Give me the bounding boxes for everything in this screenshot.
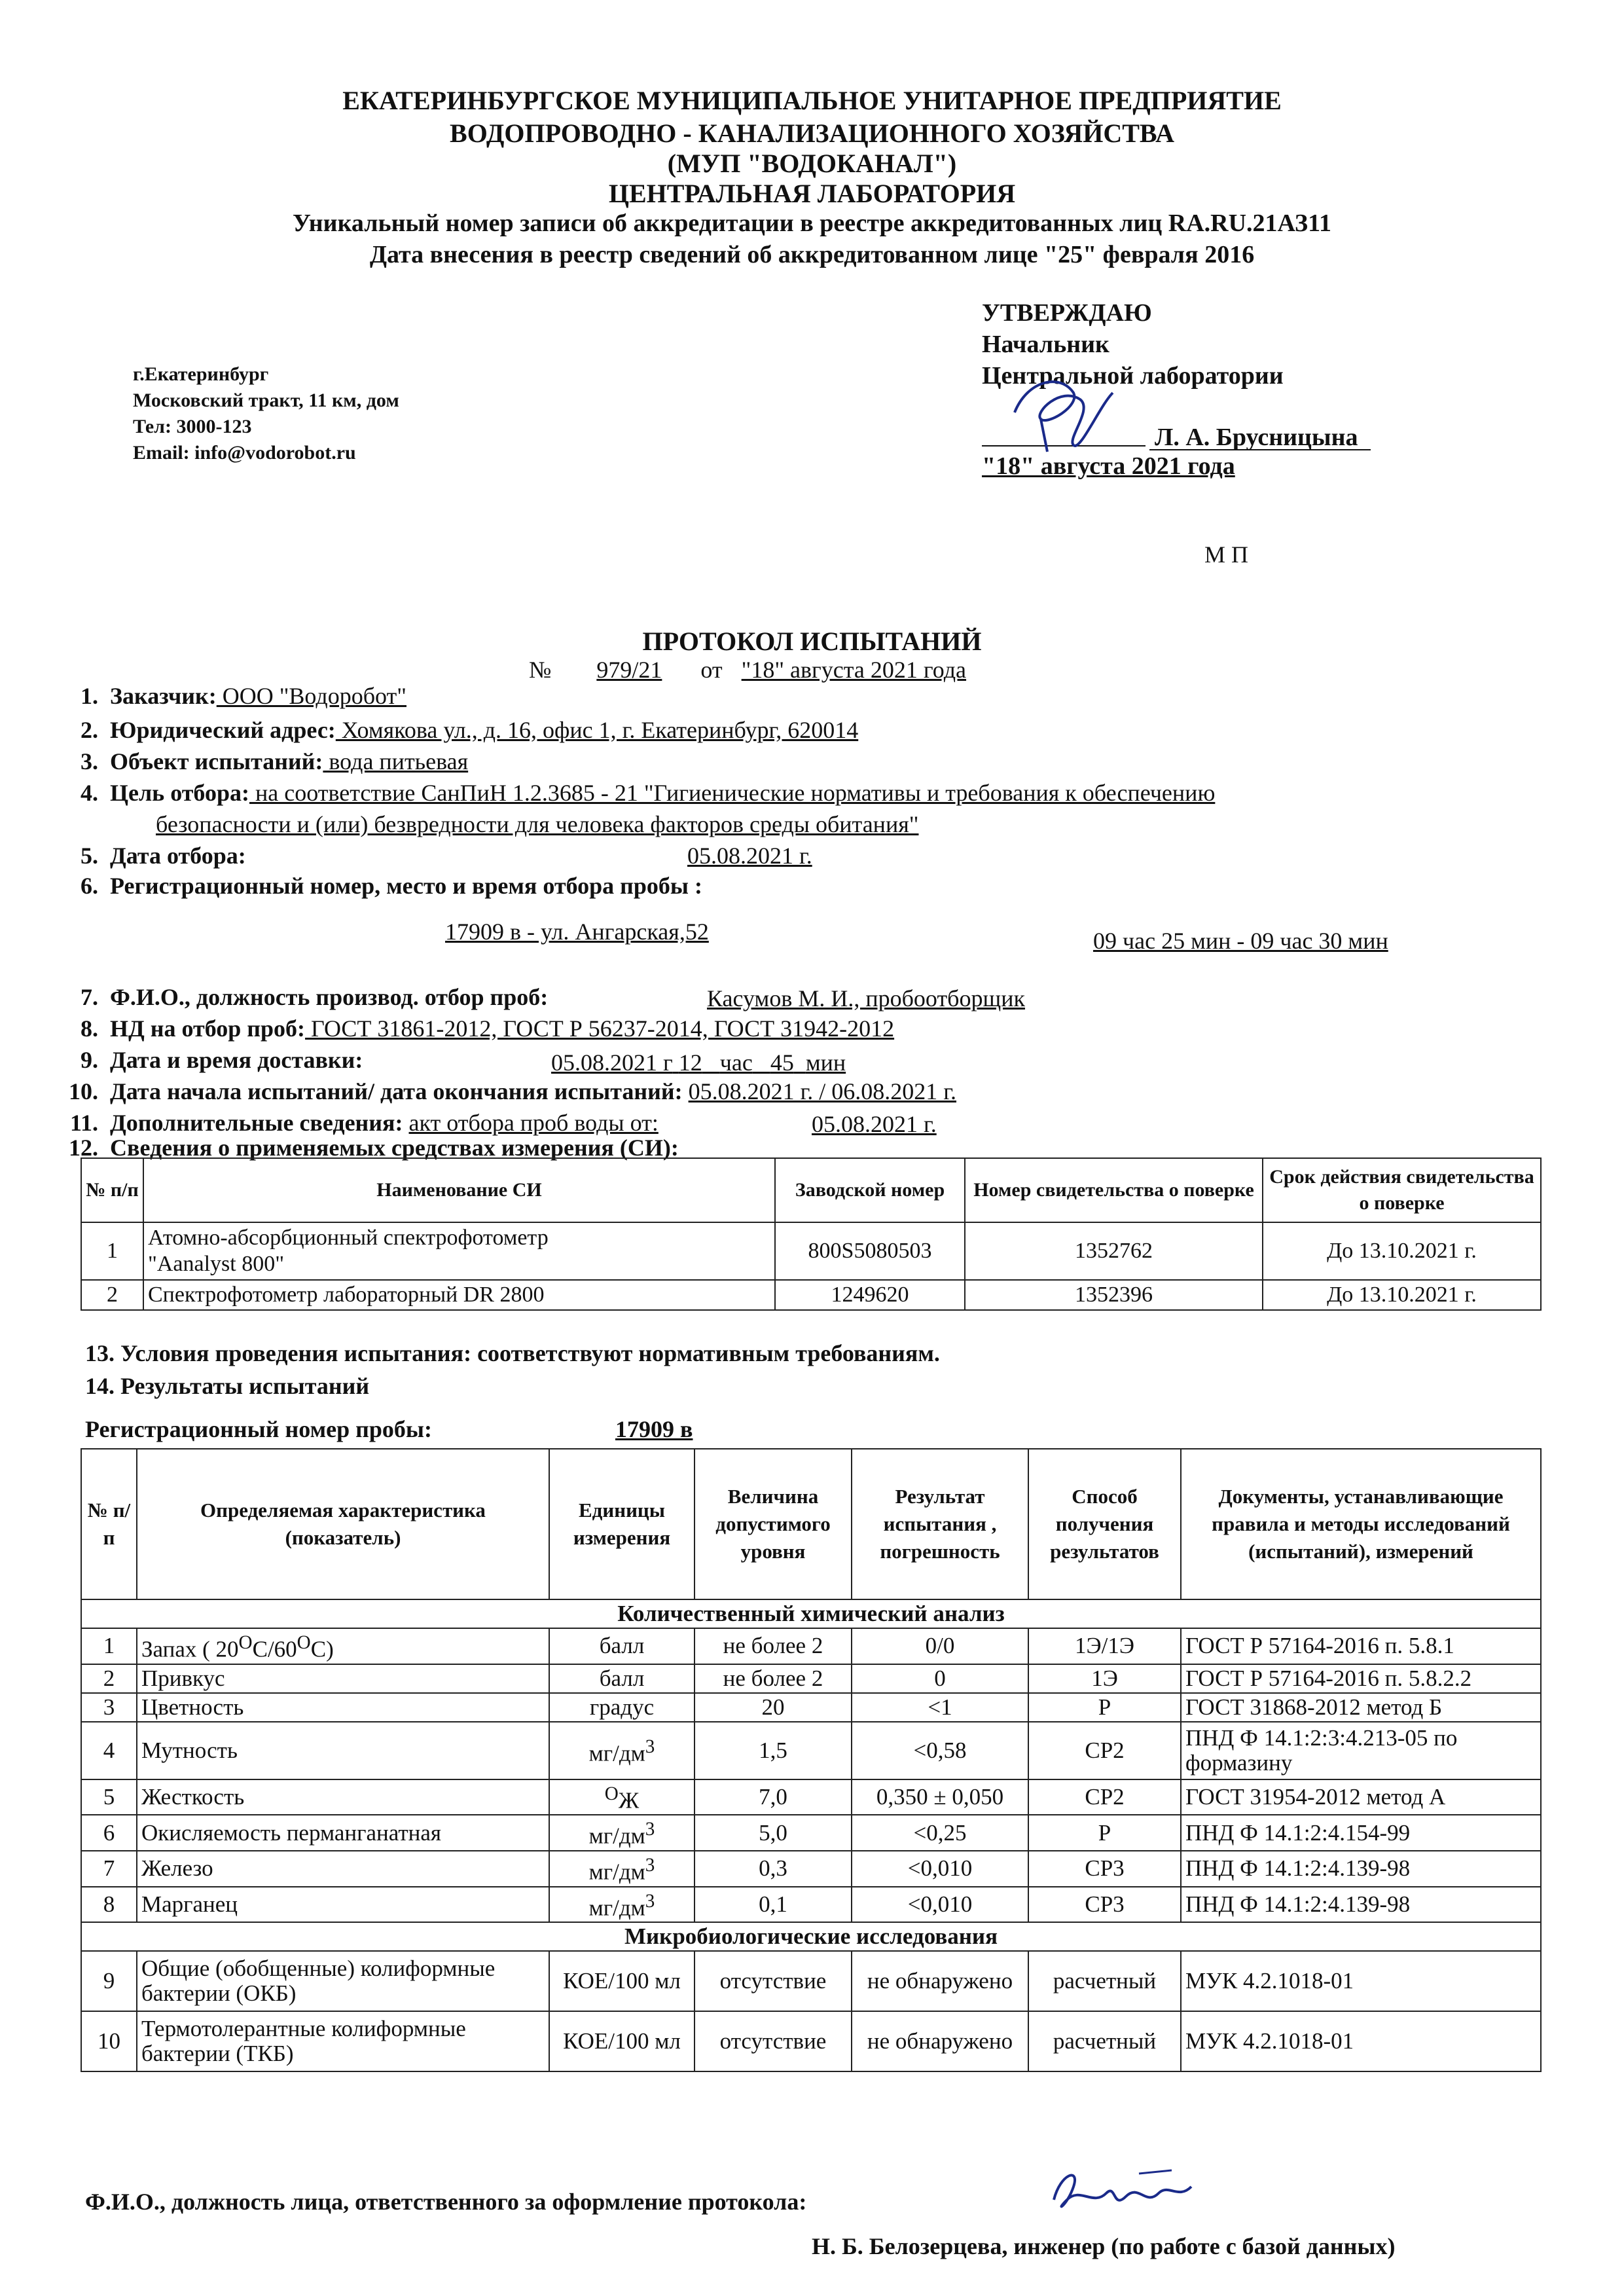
table-row <box>81 1851 1541 1887</box>
sampling-date-value: 05.08.2021 г. <box>687 843 812 869</box>
cell-num: 9 <box>81 1951 137 2011</box>
results-header-num: № п/п <box>81 1449 137 1599</box>
results-header-result: Результат испытания , погрешность <box>852 1449 1028 1599</box>
cell-document: ПНД Ф 14.1:2:4.139-98 <box>1181 1851 1541 1887</box>
cell-num: 10 <box>81 2011 137 2071</box>
protocol-number: 979/21 <box>596 657 662 683</box>
cell-unit: балл <box>549 1628 695 1664</box>
cell-document: ГОСТ Р 57164-2016 п. 5.8.2.2 <box>1181 1664 1541 1693</box>
si-header-row <box>81 1158 1541 1222</box>
cell-num: 3 <box>81 1693 137 1722</box>
field-sampler: 7. Ф.И.О., должность производ. отбор проб: <box>81 984 549 1010</box>
cell-num: 7 <box>81 1851 137 1887</box>
cell-characteristic: Термотолерантные колиформные бактерии (ТКБ) <box>137 2011 549 2071</box>
cell-result: не обнаружено <box>852 2011 1028 2071</box>
table-row <box>81 1722 1541 1779</box>
cell-unit: балл <box>549 1664 695 1693</box>
si-cell-serial: 1249620 <box>775 1280 965 1310</box>
field-purpose-cont: безопасности и (или) безвредности для человека факторов среды обитания" <box>156 811 919 837</box>
sample-number-label: Регистрационный номер пробы: <box>85 1416 432 1442</box>
si-header-name: Наименование СИ <box>143 1158 775 1222</box>
results-header-characteristic: Определяемая характеристика (показатель) <box>137 1449 549 1599</box>
table-row <box>81 1815 1541 1851</box>
si-header-valid: Срок действия свидетельства о поверке <box>1263 1158 1541 1222</box>
cell-limit: не более 2 <box>695 1628 852 1664</box>
si-table <box>81 1157 1542 1311</box>
cell-method: СР3 <box>1028 1851 1181 1887</box>
cell-unit: $мг/дм^3$ <box>549 1851 695 1887</box>
cell-method: 1Э <box>1028 1664 1181 1693</box>
org-name-line1: ЕКАТЕРИНБУРГСКОЕ МУНИЦИПАЛЬНОЕ УНИТАРНОЕ ПРЕДПРИЯТИЕ <box>342 86 1282 115</box>
cell-result: 0,350 ± 0,050 <box>852 1779 1028 1815</box>
org-name-line2: ВОДОПРОВОДНО - КАНАЛИЗАЦИОННОГО ХОЗЯЙСТВА <box>450 118 1174 148</box>
cell-result: 0/0 <box>852 1628 1028 1664</box>
cell-characteristic: Мутность <box>137 1722 549 1779</box>
cell-characteristic: Окисляемость перманганатная <box>137 1815 549 1851</box>
cell-unit: КОЕ/100 мл <box>549 2011 695 2071</box>
cell-limit: не более 2 <box>695 1664 852 1693</box>
cell-method: СР2 <box>1028 1722 1181 1779</box>
cell-limit: 5,0 <box>695 1815 852 1851</box>
cell-document: ГОСТ 31954-2012 метод А <box>1181 1779 1541 1815</box>
sample-time: 09 час 25 мин - 09 час 30 мин <box>1093 928 1388 954</box>
cell-num: 6 <box>81 1815 137 1851</box>
cell-method: СР2 <box>1028 1779 1181 1815</box>
address-street: Московский тракт, 11 км, дом <box>133 390 399 411</box>
cell-method: расчетный <box>1028 1951 1181 2011</box>
table-row <box>81 1887 1541 1923</box>
cell-result: 0 <box>852 1664 1028 1693</box>
approver-name-line <box>1149 449 1371 450</box>
cell-unit: градус <box>549 1693 695 1722</box>
cell-unit: $мг/дм^3$ <box>549 1722 695 1779</box>
field-si: 12. Сведения о применяемых средствах измерения (СИ): <box>69 1135 679 1161</box>
cell-document: ПНД Ф 14.1:2:4.139-98 <box>1181 1887 1541 1923</box>
si-cell-num: 1 <box>81 1222 143 1280</box>
address-phone: Тел: 3000-123 <box>133 416 252 437</box>
protocol-title: ПРОТОКОЛ ИСПЫТАНИЙ <box>642 627 982 656</box>
cell-characteristic: Привкус <box>137 1664 549 1693</box>
approval-position-1: Начальник <box>982 331 1110 358</box>
sample-place: 17909 в - ул. Ангарская,52 <box>445 919 709 945</box>
cell-document: ПНД Ф 14.1:2:4.154-99 <box>1181 1815 1541 1851</box>
approver-name: Л. А. Брусницына <box>1155 424 1358 451</box>
cell-num: 2 <box>81 1664 137 1693</box>
cell-characteristic: Жесткость <box>137 1779 549 1815</box>
cell-method: Р <box>1028 1815 1181 1851</box>
si-cell-valid: До 13.10.2021 г. <box>1263 1280 1541 1310</box>
table-row <box>81 1280 1541 1310</box>
microbiology-rows <box>81 1951 1541 2071</box>
table-row <box>81 1951 1541 2011</box>
cell-characteristic: Общие (обобщенные) колиформные бактерии (ОКБ) <box>137 1951 549 2011</box>
cell-characteristic: Марганец <box>137 1887 549 1923</box>
accreditation-line: Уникальный номер записи об аккредитации в реестре аккредитованных лиц RA.RU.21АЗ11 <box>293 210 1331 237</box>
address-city: г.Екатеринбург <box>133 363 269 385</box>
approval-date: "18" августа 2021 года <box>982 452 1235 480</box>
chemical-rows <box>81 1628 1541 1922</box>
cell-method: Р <box>1028 1693 1181 1722</box>
results-header-document: Документы, устанавливающие правила и методы исследований (испытаний), измерений <box>1181 1449 1541 1599</box>
field-legal-address: 2. Юридический адрес: Хомякова ул., д. 16, офис 1, г. Екатеринбург, 620014 <box>81 717 859 743</box>
si-cell-serial: 800S5080503 <box>775 1222 965 1280</box>
cell-result: <0,25 <box>852 1815 1028 1851</box>
cell-unit: $мг/дм^3$ <box>549 1815 695 1851</box>
cell-document: ГОСТ 31868-2012 метод Б <box>1181 1693 1541 1722</box>
number-label: № <box>529 657 552 683</box>
si-cell-cert: 1352396 <box>965 1280 1263 1310</box>
field-test-dates: 10. Дата начала испытаний/ дата окончания испытаний: 05.08.2021 г. / 06.08.2021 г. <box>69 1078 957 1104</box>
table-row <box>81 1779 1541 1815</box>
approval-title: УТВЕРЖДАЮ <box>982 299 1152 327</box>
approval-position-2: Центральной лаборатории <box>982 362 1284 390</box>
si-cell-num: 2 <box>81 1280 143 1310</box>
cell-limit: отсутствие <box>695 1951 852 2011</box>
responsible-name: Н. Б. Белозерцева, инженер (по работе с базой данных) <box>812 2233 1396 2259</box>
registry-date-line: Дата внесения в реестр сведений об аккредитованном лице "25" февраля 2016 <box>369 241 1255 268</box>
field-results-title: 14. Результаты испытаний <box>85 1373 370 1399</box>
responsible-signature <box>1041 2160 1211 2226</box>
field-sampling-date: 5. Дата отбора: <box>81 843 246 869</box>
field-additional: 11. Дополнительные сведения: акт отбора проб воды от: <box>69 1110 659 1136</box>
cell-result: <0,58 <box>852 1722 1028 1779</box>
results-header-method: Способ получения результатов <box>1028 1449 1181 1599</box>
cell-method: СР3 <box>1028 1887 1181 1923</box>
cell-num: 5 <box>81 1779 137 1815</box>
si-cell-valid: До 13.10.2021 г. <box>1263 1222 1541 1280</box>
field-purpose: 4. Цель отбора: на соответствие СанПиН 1.2.3685 - 21 "Гигиенические нормативы и требования к обеспечению <box>81 780 1216 806</box>
cell-method: расчетный <box>1028 2011 1181 2071</box>
cell-result: <0,010 <box>852 1887 1028 1923</box>
approval-signature <box>1001 367 1132 458</box>
protocol-date: "18" августа 2021 года <box>741 657 967 683</box>
results-header-row <box>81 1449 1541 1599</box>
table-row <box>81 1693 1541 1722</box>
results-table <box>81 1448 1542 2072</box>
table-row <box>81 1628 1541 1664</box>
address-email: Email: info@vodorobot.ru <box>133 442 356 464</box>
sample-number-value: 17909 в <box>615 1416 693 1442</box>
results-header-unit: Единицы измерения <box>549 1449 695 1599</box>
org-name-line3: (МУП "ВОДОКАНАЛ") <box>667 149 957 178</box>
field-registration: 6. Регистрационный номер, место и время отбора пробы : <box>81 873 703 899</box>
cell-num: 8 <box>81 1887 137 1923</box>
cell-document: ГОСТ Р 57164-2016 п. 5.8.1 <box>1181 1628 1541 1664</box>
cell-limit: 0,1 <box>695 1887 852 1923</box>
section-row <box>81 1922 1541 1951</box>
field-sampling-nd: 8. НД на отбор проб: ГОСТ 31861-2012, ГОСТ Р 56237-2014, ГОСТ 31942-2012 <box>81 1015 895 1042</box>
cell-limit: отсутствие <box>695 2011 852 2071</box>
cell-characteristic: Запах ( $20^ОС/60^ОС$) <box>137 1628 549 1664</box>
cell-document: ПНД Ф 14.1:2:3:4.213-05 по формазину <box>1181 1722 1541 1779</box>
section-row <box>81 1599 1541 1628</box>
cell-limit: 20 <box>695 1693 852 1722</box>
si-cell-cert: 1352762 <box>965 1222 1263 1280</box>
cell-result: <1 <box>852 1693 1028 1722</box>
cell-document: МУК 4.2.1018-01 <box>1181 2011 1541 2071</box>
cell-characteristic: Цветность <box>137 1693 549 1722</box>
from-label: от <box>700 657 723 683</box>
cell-unit: $мг/дм^3$ <box>549 1887 695 1923</box>
section-chemical: Количественный химический анализ <box>81 1599 1541 1628</box>
cell-result: <0,010 <box>852 1851 1028 1887</box>
si-cell-name: Атомно-абсорбционный спектрофотометр "Aanalyst 800" <box>143 1222 775 1280</box>
cell-limit: 0,3 <box>695 1851 852 1887</box>
cell-unit: КОЕ/100 мл <box>549 1951 695 2011</box>
section-microbiology: Микробиологические исследования <box>81 1922 1541 1951</box>
responsible-label: Ф.И.О., должность лица, ответственного за оформление протокола: <box>85 2189 807 2215</box>
field-delivery: 9. Дата и время доставки: <box>81 1047 363 1073</box>
lab-name: ЦЕНТРАЛЬНАЯ ЛАБОРАТОРИЯ <box>608 179 1016 208</box>
field-conditions: 13. Условия проведения испытания: соответствуют нормативным требованиям. <box>85 1340 940 1366</box>
results-header-limit: Величина допустимого уровня <box>695 1449 852 1599</box>
cell-document: МУК 4.2.1018-01 <box>1181 1951 1541 2011</box>
cell-unit: $^О$Ж <box>549 1779 695 1815</box>
delivery-value: 05.08.2021 г 12 час 45 мин <box>551 1049 846 1076</box>
cell-result: не обнаружено <box>852 1951 1028 2011</box>
field-customer: 1. Заказчик: ООО "Водоробот" <box>81 683 406 709</box>
additional-date: 05.08.2021 г. <box>812 1111 937 1137</box>
table-row <box>81 1664 1541 1693</box>
si-cell-name: Спектрофотометр лабораторный DR 2800 <box>143 1280 775 1310</box>
field-test-object: 3. Объект испытаний: вода питьевая <box>81 748 469 774</box>
table-row <box>81 1222 1541 1280</box>
cell-method: 1Э/1Э <box>1028 1628 1181 1664</box>
cell-characteristic: Железо <box>137 1851 549 1887</box>
sampler-value: Касумов М. И., пробоотборщик <box>707 985 1025 1011</box>
si-header-num: № п/п <box>81 1158 143 1222</box>
seal-mark: М П <box>1204 541 1249 568</box>
cell-num: 1 <box>81 1628 137 1664</box>
cell-num: 4 <box>81 1722 137 1779</box>
table-row <box>81 2011 1541 2071</box>
cell-limit: 1,5 <box>695 1722 852 1779</box>
si-header-cert: Номер свидетельства о поверке <box>965 1158 1263 1222</box>
cell-limit: 7,0 <box>695 1779 852 1815</box>
protocol-number-line <box>529 656 966 683</box>
si-header-serial: Заводской номер <box>775 1158 965 1222</box>
